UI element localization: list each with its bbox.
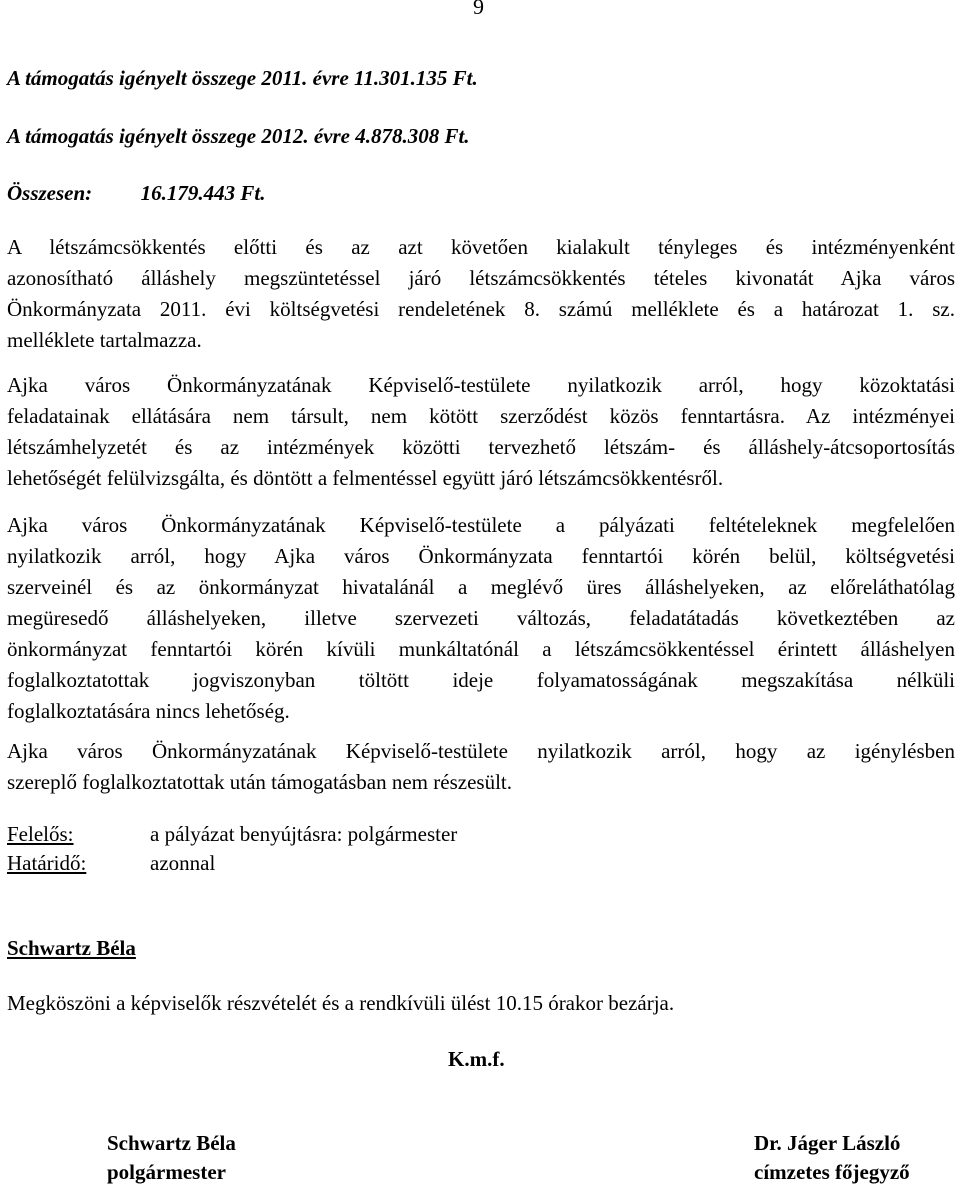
support-total-line [7, 181, 266, 206]
paragraph-line: Ajka város Önkormányzatának Képviselő-testülete nyilatkozik arról, hogy közoktatási [7, 373, 955, 397]
paragraph-line: szereplő foglalkoztatottak után támogatásban nem részesült. [7, 770, 512, 794]
signature-left [107, 1129, 236, 1187]
paragraph-staff-reduction-extract [7, 232, 955, 356]
paragraph-line: A létszámcsökkentés előtti és az azt követően kialakult tényleges és intézményenként [7, 235, 955, 259]
signature-right-name: Dr. Jáger László [754, 1131, 901, 1155]
page-number: 9 [473, 0, 484, 19]
paragraph-line: Ajka város Önkormányzatának Képviselő-testülete nyilatkozik arról, hogy az igénylésben [7, 739, 955, 763]
closing-text: Megköszöni a képviselők részvételét és a rendkívüli ülést 10.15 órakor bezárja. [7, 991, 675, 1015]
responsible-value: a pályázat benyújtásra: polgármester [150, 822, 458, 846]
total-label: Összesen: [7, 181, 93, 205]
paragraph-education-declaration [7, 370, 955, 494]
paragraph-line: lehetőségét felülvizsgálta, és döntött a felmentéssel együtt járó létszámcsökkentésről. [7, 466, 724, 490]
paragraph-line: azonosítható álláshely megszüntetéssel járó létszámcsökkentés tételes kivonatát Ajka város [7, 266, 955, 290]
deadline-label: Határidő: [7, 851, 87, 875]
paragraph-line: megüresedő álláshelyeken, illetve szervezeti változás, feladatátadás következtében az [7, 606, 955, 630]
paragraph-line: foglalkoztatására nincs lehetőség. [7, 699, 290, 723]
signature-right [754, 1129, 910, 1187]
paragraph-line: Önkormányzata 2011. évi költségvetési rendeletének 8. számú melléklete és a határozat 1. sz. [7, 297, 955, 321]
paragraph-no-support-declaration [7, 736, 955, 798]
support-2011-line: A támogatás igényelt összege 2011. évre 11.301.135 Ft. [7, 66, 478, 90]
support-2012-line: A támogatás igényelt összege 2012. évre 4.878.308 Ft. [7, 124, 470, 148]
paragraph-line: feladatainak ellátására nem társult, nem kötött szerződést közös fenntartásra. Az intézményei [7, 404, 955, 428]
speaker-name: Schwartz Béla [7, 936, 136, 960]
kmf-label: K.m.f. [448, 1047, 505, 1071]
deadline-value: azonnal [150, 851, 216, 875]
paragraph-line: létszámhelyzetét és az intézmények közötti tervezhető létszám- és álláshely-átcsoportosítás [7, 435, 955, 459]
paragraph-line: nyilatkozik arról, hogy Ajka város Önkormányzata fenntartói körén belül, költségvetési [7, 544, 955, 568]
signature-right-title: címzetes főjegyző [754, 1160, 910, 1184]
signature-left-title: polgármester [107, 1160, 226, 1184]
responsible-label: Felelős: [7, 822, 74, 846]
paragraph-line: foglalkoztatottak jogviszonyban töltött ideje folyamatosságának megszakítása nélküli [7, 668, 955, 692]
signature-left-name: Schwartz Béla [107, 1131, 236, 1155]
paragraph-line: önkormányzat fenntartói körén kívüli munkáltatónál a létszámcsökkentéssel érintett álláshelyen [7, 637, 955, 661]
total-value: 16.179.443 Ft. [140, 181, 266, 205]
paragraph-line: melléklete tartalmazza. [7, 328, 202, 352]
paragraph-line: Ajka város Önkormányzatának Képviselő-testülete a pályázati feltételeknek megfelelően [7, 513, 955, 537]
paragraph-employment-declaration [7, 510, 955, 727]
paragraph-line: szerveinél és az önkormányzat hivatalánál a meglévő üres álláshelyeken, az előreláthatólag [7, 575, 955, 599]
